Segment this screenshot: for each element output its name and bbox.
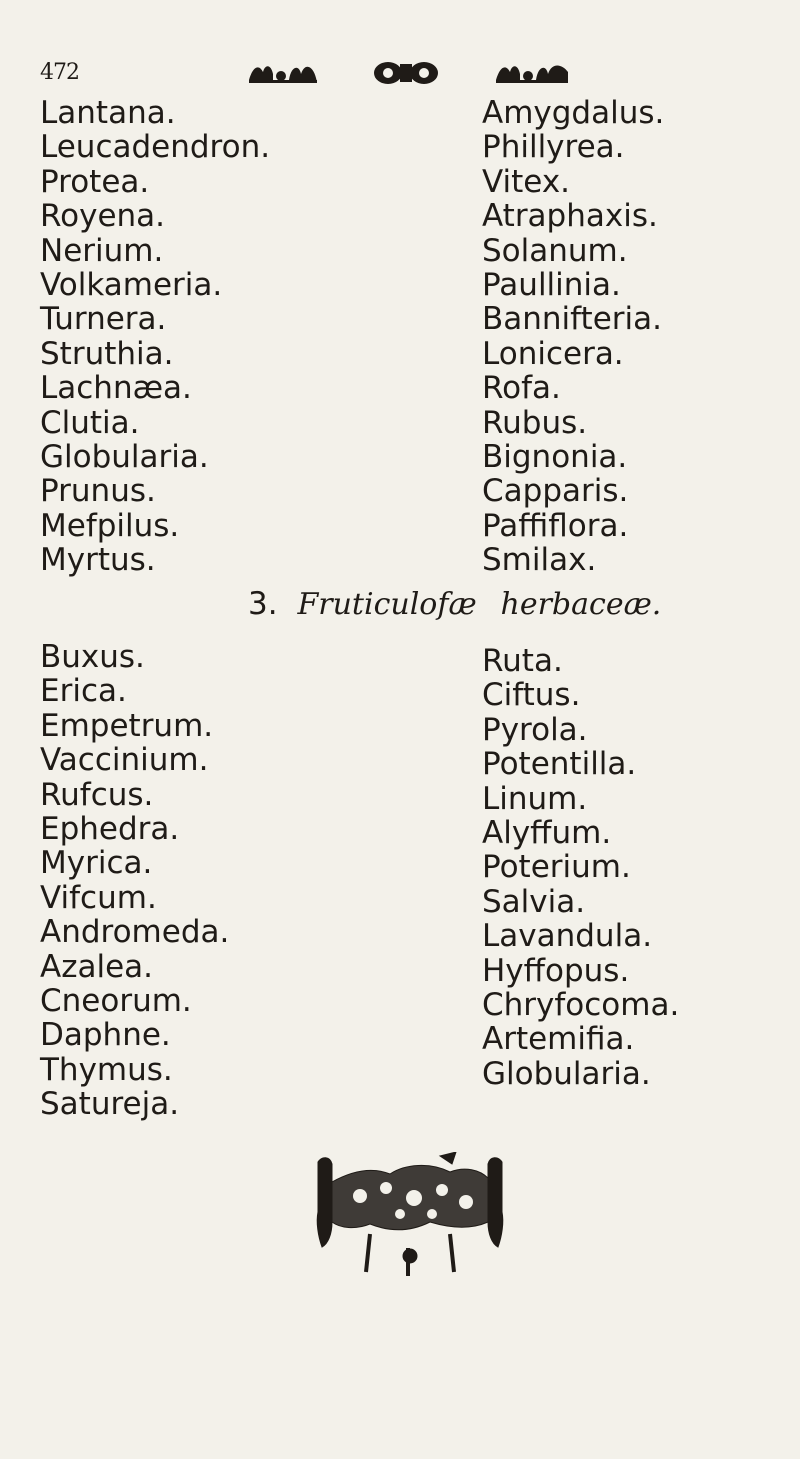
list-item: Lonicera. xyxy=(482,335,624,372)
list-item: Prunus. xyxy=(40,473,156,510)
section-title-secondary: herbaceæ. xyxy=(500,587,662,622)
list-item: Rubus. xyxy=(482,404,588,441)
list-item: Turnera. xyxy=(40,301,167,338)
list-item: Paullinia. xyxy=(482,267,621,304)
section-heading xyxy=(248,586,661,622)
list-item: Cneorum. xyxy=(40,983,192,1020)
list-item: Buxus. xyxy=(40,639,145,675)
list-item: Ephedra. xyxy=(40,811,180,848)
list-item: Mefpilus. xyxy=(40,507,180,544)
list-item: Solanum. xyxy=(482,232,628,269)
list-item: Phillyrea. xyxy=(482,129,625,166)
list-item: Ciftus. xyxy=(482,677,581,714)
list-item: Artemifia. xyxy=(482,1021,635,1058)
list-item: Empetrum. xyxy=(40,707,214,744)
list-item: Rofa. xyxy=(482,370,561,407)
list-item: Protea. xyxy=(40,163,150,200)
list-item: Azalea. xyxy=(40,948,154,985)
list-item: Salvia. xyxy=(482,883,586,920)
list-item: Daphne. xyxy=(40,1017,171,1054)
list-item: Clutia. xyxy=(40,404,140,441)
list-item: Struthia. xyxy=(40,335,174,372)
section1-left-column xyxy=(40,96,270,578)
list-item: Bannifteria. xyxy=(482,301,662,338)
list-item: Thymus. xyxy=(40,1051,173,1088)
list-item: Vifcum. xyxy=(40,879,157,916)
list-item: Paffiflora. xyxy=(482,507,629,544)
list-item: Royena. xyxy=(40,198,166,235)
list-item: Rufcus. xyxy=(40,776,154,813)
section2-right-column xyxy=(482,644,679,1091)
list-item: Vaccinium. xyxy=(40,742,209,779)
list-item: Vitex. xyxy=(482,163,571,200)
list-item: Leucadendron. xyxy=(40,129,271,166)
section2-left-column xyxy=(40,640,229,1122)
list-item: Linum. xyxy=(482,780,588,817)
section-title-primary: Fruticulofæ xyxy=(297,587,477,622)
list-item: Myrica. xyxy=(40,845,153,882)
page-number: 472 xyxy=(40,60,79,85)
list-item: Myrtus. xyxy=(40,542,156,579)
list-item: Pyrola. xyxy=(482,711,588,748)
list-item: Poterium. xyxy=(482,849,631,886)
list-item: Atraphaxis. xyxy=(482,198,658,235)
list-item: Satureja. xyxy=(40,1086,180,1123)
list-item: Smilax. xyxy=(482,542,597,579)
section-number: 3. xyxy=(248,586,278,622)
floral-ornament-icon xyxy=(370,58,442,88)
list-item: Chryfocoma. xyxy=(482,987,680,1024)
floral-ornament-icon xyxy=(245,58,320,88)
list-item: Erica. xyxy=(40,673,127,710)
list-item: Lavandula. xyxy=(482,918,653,955)
section1-right-column xyxy=(482,96,664,578)
list-item: Lachnæa. xyxy=(40,370,192,407)
floral-ornament-icon xyxy=(492,58,572,88)
list-item: Alyffum. xyxy=(482,815,612,852)
list-item: Hyffopus. xyxy=(482,952,630,989)
list-item: Ruta. xyxy=(482,643,563,679)
list-item: Andromeda. xyxy=(40,914,230,951)
list-item: Bignonia. xyxy=(482,439,628,476)
list-item: Globularia. xyxy=(482,1055,651,1092)
list-item: Volkameria. xyxy=(40,267,223,304)
list-item: Globularia. xyxy=(40,439,209,476)
list-item: Nerium. xyxy=(40,232,164,269)
engraved-vignette-icon xyxy=(310,1152,510,1277)
list-item: Amygdalus. xyxy=(482,95,665,131)
list-item: Capparis. xyxy=(482,473,629,510)
list-item: Potentilla. xyxy=(482,746,637,783)
list-item: Lantana. xyxy=(40,95,176,131)
